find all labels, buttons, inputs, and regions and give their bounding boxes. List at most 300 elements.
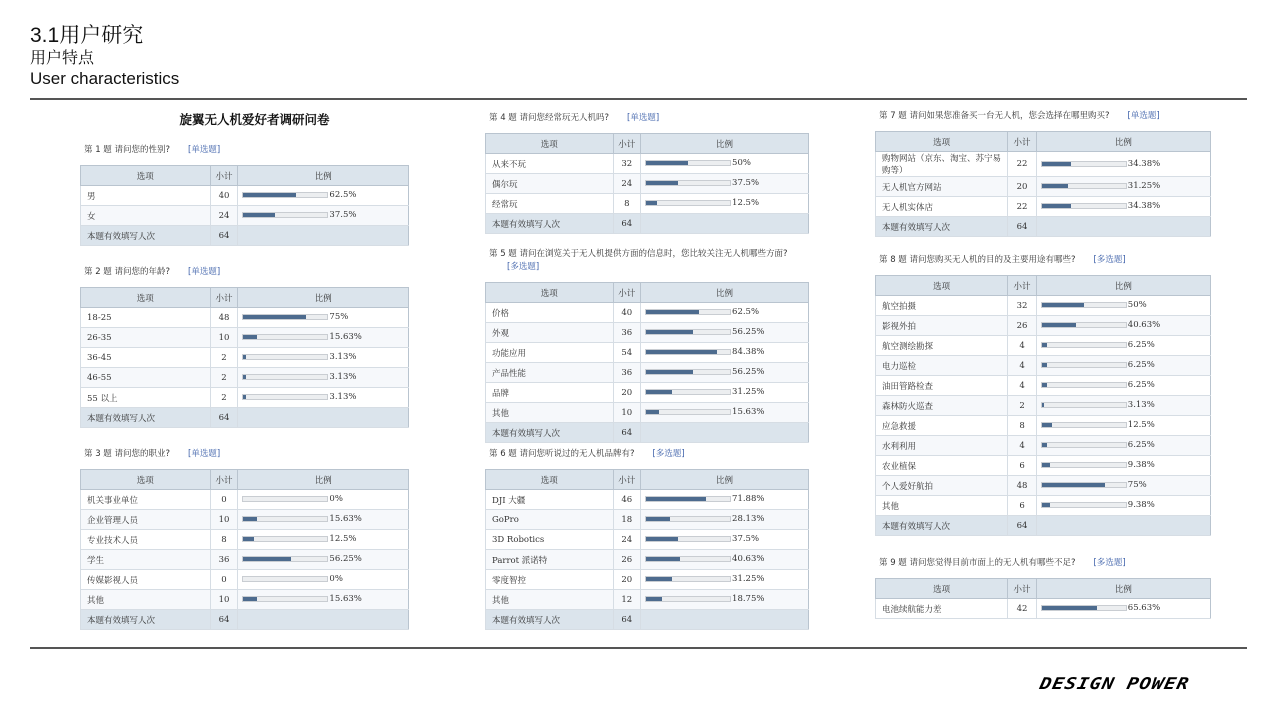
count-cell: 20	[1008, 177, 1036, 197]
count-cell: 20	[613, 383, 640, 403]
header-ratio: 比例	[1036, 276, 1210, 296]
header-count: 小计	[210, 470, 238, 490]
count-cell: 8	[210, 530, 238, 550]
table-row	[81, 368, 409, 388]
header-ratio: 比例	[641, 134, 809, 154]
option-cell: 18-25	[81, 308, 211, 328]
question-type-link[interactable]: [多选题]	[1093, 558, 1126, 568]
count-cell: 10	[613, 403, 640, 423]
percent-bar-fill	[243, 335, 256, 339]
question-5	[485, 248, 809, 443]
count-cell: 26	[1008, 316, 1036, 336]
header-count: 小计	[210, 166, 238, 186]
ratio-cell	[641, 383, 809, 403]
percent-text: 15.63%	[329, 514, 362, 525]
ratio-cell	[238, 368, 409, 388]
percent-bar-fill	[646, 537, 678, 541]
table-row	[486, 530, 809, 550]
percent-bar	[645, 200, 731, 206]
question-1	[80, 144, 409, 246]
percent-bar	[645, 160, 731, 166]
total-empty	[238, 226, 409, 246]
percent-text: 0%	[329, 574, 343, 585]
count-cell: 22	[1008, 197, 1036, 217]
total-empty	[1036, 217, 1210, 237]
percent-bar-fill	[646, 181, 678, 185]
ratio-cell	[641, 194, 809, 214]
percent-text: 6.25%	[1127, 440, 1155, 451]
percent-bar-fill	[646, 410, 659, 414]
percent-bar	[242, 576, 328, 582]
header-option: 选项	[81, 470, 211, 490]
ratio-cell	[641, 174, 809, 194]
count-cell: 10	[210, 590, 238, 610]
count-cell: 40	[613, 303, 640, 323]
total-count: 64	[613, 214, 640, 234]
percent-text: 12.5%	[1127, 420, 1155, 431]
ratio-cell	[238, 530, 409, 550]
percent-bar	[1041, 482, 1127, 488]
percent-bar	[1041, 342, 1127, 348]
percent-bar-fill	[243, 537, 254, 541]
table-row	[486, 570, 809, 590]
percent-bar-fill	[243, 355, 246, 359]
table-row	[486, 383, 809, 403]
total-count: 64	[613, 610, 640, 630]
percent-text: 34.38%	[1127, 158, 1161, 169]
percent-bar	[1041, 422, 1127, 428]
option-cell: 个人爱好航拍	[876, 476, 1008, 496]
option-cell: 应急救援	[876, 416, 1008, 436]
option-cell: 农业植保	[876, 456, 1008, 476]
total-empty	[1036, 516, 1210, 536]
question-title	[80, 448, 409, 461]
table-row	[486, 343, 809, 363]
ratio-cell	[1036, 476, 1210, 496]
option-cell: 男	[81, 186, 211, 206]
table-row	[81, 206, 409, 226]
count-cell: 18	[613, 510, 640, 530]
ratio-cell	[641, 323, 809, 343]
ratio-cell	[1036, 456, 1210, 476]
option-cell: 从来不玩	[486, 154, 614, 174]
table-header-row	[876, 579, 1211, 599]
header-option: 选项	[486, 470, 614, 490]
percent-text: 28.13%	[732, 514, 765, 525]
percent-bar-fill	[1042, 162, 1071, 166]
count-cell: 26	[613, 550, 640, 570]
percent-bar-fill	[646, 390, 672, 394]
table-header-row	[876, 132, 1211, 152]
table-row	[876, 177, 1211, 197]
count-cell: 0	[210, 570, 238, 590]
percent-text: 56.25%	[732, 327, 765, 338]
total-row	[876, 516, 1211, 536]
percent-bar-fill	[1042, 383, 1047, 387]
count-cell: 24	[613, 530, 640, 550]
percent-bar-fill	[646, 310, 699, 314]
percent-bar-fill	[243, 517, 256, 521]
percent-text: 50%	[732, 158, 751, 169]
table-row	[81, 590, 409, 610]
header-ratio: 比例	[1036, 579, 1210, 599]
table-row	[876, 296, 1211, 316]
percent-text: 40.63%	[1127, 320, 1161, 331]
table-header-row	[486, 470, 809, 490]
percent-bar-fill	[1042, 463, 1050, 467]
percent-bar	[1041, 302, 1127, 308]
count-cell: 2	[1008, 396, 1036, 416]
ratio-cell	[641, 303, 809, 323]
page-header	[30, 24, 179, 90]
results-table	[80, 469, 409, 630]
ratio-cell	[1036, 436, 1210, 456]
percent-text: 40.63%	[732, 554, 765, 565]
header-option: 选项	[876, 132, 1008, 152]
header-count: 小计	[613, 470, 640, 490]
total-label: 本题有效填写人次	[486, 610, 614, 630]
ratio-cell	[641, 570, 809, 590]
percent-bar	[645, 369, 731, 375]
percent-text: 56.25%	[732, 367, 765, 378]
percent-text: 12.5%	[329, 534, 357, 545]
count-cell: 8	[613, 194, 640, 214]
percent-text: 65.63%	[1127, 603, 1161, 614]
question-title	[80, 144, 409, 157]
total-empty	[641, 214, 809, 234]
percent-bar	[645, 516, 731, 522]
option-cell: Parrot 派诺特	[486, 550, 614, 570]
table-row	[876, 197, 1211, 217]
percent-bar	[645, 576, 731, 582]
table-row	[486, 323, 809, 343]
percent-bar-fill	[243, 193, 296, 197]
ratio-cell	[238, 206, 409, 226]
option-cell: 森林防火巡查	[876, 396, 1008, 416]
percent-bar	[242, 596, 328, 602]
table-row	[81, 308, 409, 328]
percent-bar-fill	[1042, 443, 1047, 447]
percent-bar-fill	[1042, 343, 1047, 347]
header-option: 选项	[81, 288, 211, 308]
ratio-cell	[1036, 496, 1210, 516]
percent-bar-fill	[1042, 204, 1071, 208]
option-cell: 机关事业单位	[81, 490, 211, 510]
percent-bar-fill	[1042, 363, 1047, 367]
count-cell: 4	[1008, 356, 1036, 376]
table-row	[486, 490, 809, 510]
subtitle-en: User characteristics	[30, 69, 180, 88]
header-ratio: 比例	[238, 470, 409, 490]
question-title	[875, 557, 1211, 570]
table-row	[486, 303, 809, 323]
percent-text: 0%	[329, 494, 343, 505]
question-type-link[interactable]: [单选题]	[188, 267, 221, 277]
total-empty	[238, 610, 409, 630]
ratio-cell	[1036, 416, 1210, 436]
total-row	[486, 610, 809, 630]
table-row	[81, 328, 409, 348]
count-cell: 4	[1008, 376, 1036, 396]
total-count: 64	[210, 408, 238, 428]
total-label: 本题有效填写人次	[486, 423, 614, 443]
count-cell: 22	[1008, 152, 1036, 177]
results-table	[875, 578, 1211, 619]
percent-text: 6.25%	[1127, 340, 1155, 351]
option-cell: 36-45	[81, 348, 211, 368]
count-cell: 36	[613, 363, 640, 383]
ratio-cell	[641, 550, 809, 570]
option-cell: 3D Robotics	[486, 530, 614, 550]
option-cell: 其他	[486, 403, 614, 423]
percent-bar	[1041, 382, 1127, 388]
table-row	[81, 510, 409, 530]
total-empty	[641, 423, 809, 443]
option-cell: 航空拍摄	[876, 296, 1008, 316]
option-cell: 其他	[81, 590, 211, 610]
percent-bar-fill	[243, 597, 256, 601]
table-row	[81, 490, 409, 510]
percent-bar	[1041, 462, 1127, 468]
count-cell: 20	[613, 570, 640, 590]
count-cell: 36	[210, 550, 238, 570]
ratio-cell	[1036, 336, 1210, 356]
option-cell: 影视外拍	[876, 316, 1008, 336]
percent-text: 18.75%	[732, 594, 765, 605]
table-row	[876, 336, 1211, 356]
question-8	[875, 254, 1211, 536]
table-row	[876, 152, 1211, 177]
percent-bar-fill	[646, 201, 657, 205]
percent-bar-fill	[243, 213, 275, 217]
total-row	[486, 214, 809, 234]
ratio-cell	[1036, 296, 1210, 316]
percent-text: 3.13%	[1127, 400, 1155, 411]
option-cell: 经常玩	[486, 194, 614, 214]
option-cell: 电池续航能力差	[876, 599, 1008, 619]
percent-text: 31.25%	[732, 574, 765, 585]
total-row	[81, 610, 409, 630]
table-row	[81, 348, 409, 368]
percent-text: 15.63%	[329, 332, 362, 343]
count-cell: 4	[1008, 436, 1036, 456]
percent-text: 15.63%	[329, 594, 362, 605]
percent-bar	[645, 536, 731, 542]
question-text: 第 2 题 请问您的年龄?	[84, 267, 171, 277]
question-type-link[interactable]: [多选题]	[507, 262, 540, 272]
option-cell: 品牌	[486, 383, 614, 403]
count-cell: 2	[210, 368, 238, 388]
question-6	[485, 448, 809, 630]
question-text: 第 3 题 请问您的职业?	[84, 449, 171, 459]
percent-bar-fill	[1042, 403, 1045, 407]
ratio-cell	[238, 550, 409, 570]
count-cell: 32	[613, 154, 640, 174]
percent-text: 84.38%	[732, 347, 765, 358]
percent-bar	[1041, 203, 1127, 209]
ratio-cell	[238, 590, 409, 610]
ratio-cell	[641, 490, 809, 510]
question-title	[485, 248, 809, 274]
question-type-link[interactable]: [单选题]	[627, 113, 660, 123]
table-row	[486, 174, 809, 194]
percent-bar	[242, 374, 328, 380]
count-cell: 48	[210, 308, 238, 328]
percent-bar-fill	[1042, 303, 1084, 307]
question-type-link[interactable]: [单选题]	[188, 449, 221, 459]
percent-bar	[242, 536, 328, 542]
table-header-row	[81, 288, 409, 308]
option-cell: 航空测绘勘探	[876, 336, 1008, 356]
count-cell: 54	[613, 343, 640, 363]
percent-text: 34.38%	[1127, 201, 1161, 212]
percent-bar-fill	[1042, 503, 1050, 507]
percent-bar-fill	[243, 315, 306, 319]
ratio-cell	[641, 363, 809, 383]
option-cell: 油田管路检查	[876, 376, 1008, 396]
count-cell: 2	[210, 388, 238, 408]
percent-text: 6.25%	[1127, 380, 1155, 391]
percent-bar	[1041, 402, 1127, 408]
header-count: 小计	[1008, 132, 1036, 152]
question-title	[485, 112, 809, 125]
percent-bar	[242, 496, 328, 502]
header-count: 小计	[210, 288, 238, 308]
option-cell: GoPro	[486, 510, 614, 530]
header-count: 小计	[613, 283, 640, 303]
percent-bar-fill	[1042, 423, 1053, 427]
percent-bar	[1041, 502, 1127, 508]
percent-text: 3.13%	[329, 352, 357, 363]
ratio-cell	[238, 490, 409, 510]
percent-bar	[645, 409, 731, 415]
total-label: 本题有效填写人次	[876, 217, 1008, 237]
percent-text: 3.13%	[329, 392, 357, 403]
results-table	[80, 287, 409, 428]
header-option: 选项	[486, 283, 614, 303]
question-title	[80, 266, 409, 279]
results-table	[485, 133, 809, 234]
total-empty	[641, 610, 809, 630]
question-type-link[interactable]: [单选题]	[1127, 111, 1160, 121]
percent-bar-fill	[646, 557, 680, 561]
total-label: 本题有效填写人次	[81, 610, 211, 630]
section-title: 3.1用户研究	[30, 24, 144, 47]
ratio-cell	[641, 590, 809, 610]
count-cell: 0	[210, 490, 238, 510]
percent-text: 9.38%	[1127, 460, 1155, 471]
table-row	[81, 530, 409, 550]
table-header-row	[81, 470, 409, 490]
percent-bar	[1041, 362, 1127, 368]
percent-bar-fill	[646, 577, 672, 581]
header-count: 小计	[1008, 276, 1036, 296]
count-cell: 6	[1008, 456, 1036, 476]
percent-bar-fill	[243, 375, 246, 379]
total-empty	[238, 408, 409, 428]
total-count: 64	[613, 423, 640, 443]
percent-bar	[645, 329, 731, 335]
question-type-link[interactable]: [多选题]	[652, 449, 685, 459]
count-cell: 6	[1008, 496, 1036, 516]
ratio-cell	[1036, 177, 1210, 197]
bottom-divider	[30, 647, 1247, 649]
percent-text: 37.5%	[329, 210, 357, 221]
table-header-row	[486, 134, 809, 154]
percent-bar	[242, 354, 328, 360]
table-header-row	[81, 166, 409, 186]
header-ratio: 比例	[641, 283, 809, 303]
option-cell: 学生	[81, 550, 211, 570]
table-row	[876, 496, 1211, 516]
percent-bar	[242, 556, 328, 562]
percent-bar-fill	[243, 557, 290, 561]
question-title	[875, 110, 1211, 123]
header-option: 选项	[486, 134, 614, 154]
brand-logo: DESIGN POWER	[1038, 674, 1192, 694]
ratio-cell	[641, 510, 809, 530]
question-type-link[interactable]: [单选题]	[188, 145, 221, 155]
header-ratio: 比例	[238, 288, 409, 308]
table-row	[486, 403, 809, 423]
percent-bar	[1041, 605, 1127, 611]
ratio-cell	[641, 530, 809, 550]
question-text: 第 5 题 请问在浏览关于无人机提供方面的信息时，您比较关注无人机哪些方面?	[489, 249, 788, 259]
count-cell: 40	[210, 186, 238, 206]
percent-bar-fill	[243, 395, 246, 399]
survey-title: 旋翼无人机爱好者调研问卷	[179, 112, 330, 127]
total-row	[81, 408, 409, 428]
option-cell: 产品性能	[486, 363, 614, 383]
count-cell: 10	[210, 510, 238, 530]
subtitle-cn: 用户特点	[30, 48, 95, 67]
percent-bar	[645, 180, 731, 186]
table-row	[876, 316, 1211, 336]
total-row	[876, 217, 1211, 237]
option-cell: 其他	[486, 590, 614, 610]
total-label: 本题有效填写人次	[81, 226, 211, 246]
percent-text: 15.63%	[732, 407, 765, 418]
option-cell: 偶尔玩	[486, 174, 614, 194]
table-row	[81, 550, 409, 570]
option-cell: 水利利用	[876, 436, 1008, 456]
top-divider	[30, 98, 1247, 100]
percent-bar	[1041, 442, 1127, 448]
option-cell: 46-55	[81, 368, 211, 388]
percent-text: 50%	[1127, 300, 1147, 311]
option-cell: 55 以上	[81, 388, 211, 408]
ratio-cell	[1036, 396, 1210, 416]
table-row	[486, 590, 809, 610]
table-row	[876, 416, 1211, 436]
percent-text: 37.5%	[732, 534, 760, 545]
ratio-cell	[1036, 197, 1210, 217]
total-label: 本题有效填写人次	[81, 408, 211, 428]
question-type-link[interactable]: [多选题]	[1093, 255, 1126, 265]
results-table	[80, 165, 409, 246]
table-header-row	[486, 283, 809, 303]
total-row	[486, 423, 809, 443]
percent-bar-fill	[1042, 323, 1076, 327]
option-cell: 无人机官方网站	[876, 177, 1008, 197]
count-cell: 24	[210, 206, 238, 226]
option-cell: 功能应用	[486, 343, 614, 363]
percent-bar-fill	[646, 517, 670, 521]
ratio-cell	[238, 348, 409, 368]
percent-text: 62.5%	[732, 307, 760, 318]
option-cell: 价格	[486, 303, 614, 323]
results-table	[485, 282, 809, 443]
